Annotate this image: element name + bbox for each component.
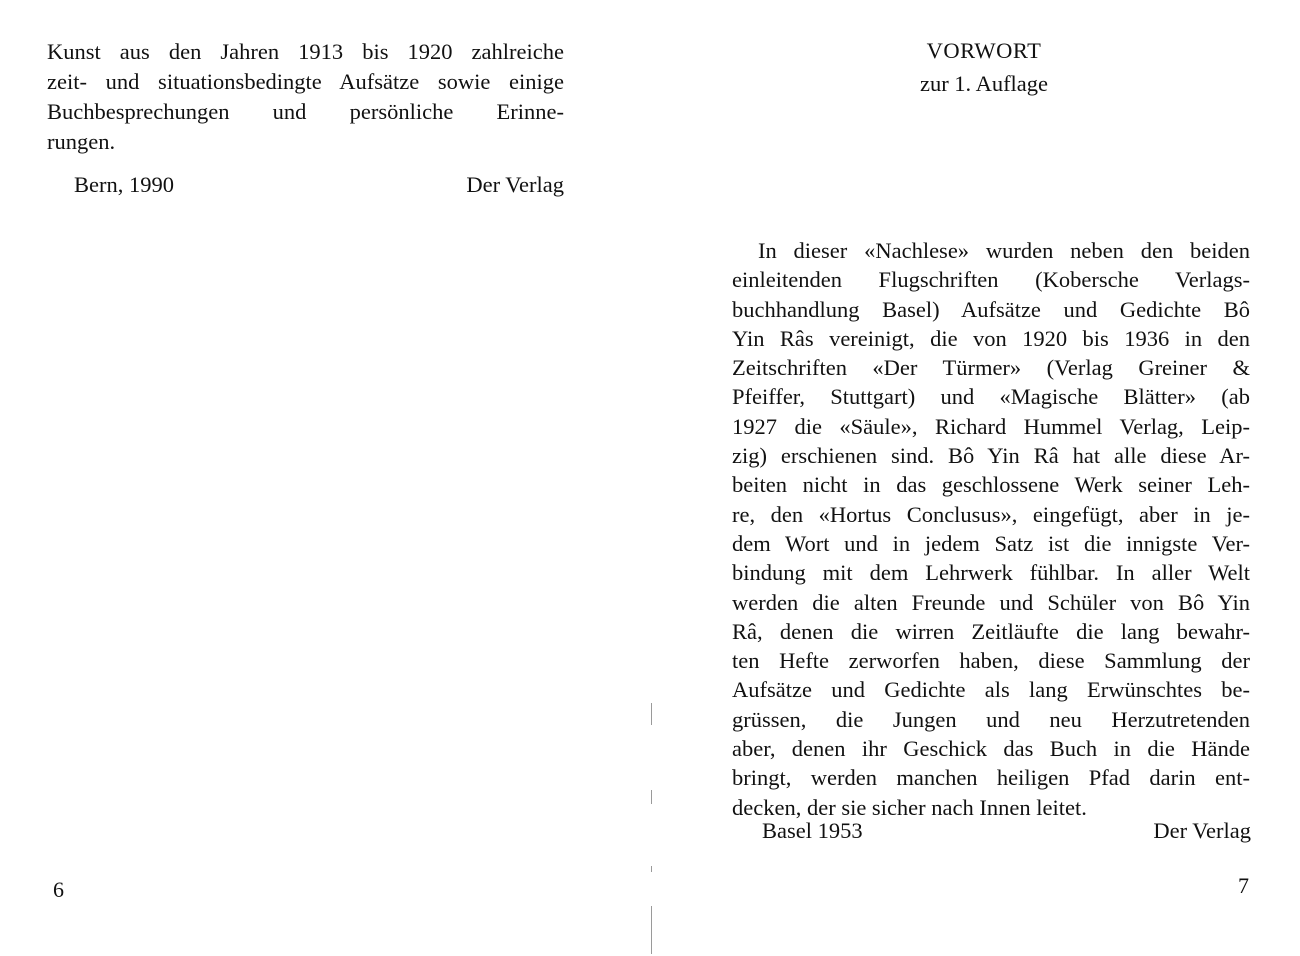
gutter-shadow [651, 703, 652, 725]
preface-line: zig) erschienen sind. Bô Yin Râ hat alle diese Ar- [732, 443, 1250, 469]
left-page-text [47, 37, 564, 157]
right-page-number: 7 [1238, 873, 1249, 898]
preface-line: werden die alten Freunde und Schüler von Bô Yin [732, 589, 1250, 615]
right-signature [762, 816, 1251, 846]
preface-line: Aufsätze und Gedichte als lang Erwünschtes be- [732, 677, 1250, 703]
preface-line: aber, denen ihr Geschick das Buch in die Hände [732, 736, 1250, 762]
right-signature-place-date: Basel 1953 [762, 818, 863, 843]
preface-line: dem Wort und in jedem Satz ist die innigste Ver- [732, 530, 1250, 556]
left-text-line: Buchbesprechungen und persönliche Erinne- [47, 99, 564, 124]
preface-line: bindung mit dem Lehrwerk fühlbar. In aller Welt [732, 560, 1250, 586]
preface-body [732, 236, 1250, 822]
right-signature-author: Der Verlag [1153, 818, 1251, 843]
preface-line: In dieser «Nachlese» wurden neben den beiden [758, 238, 1250, 263]
gutter-shadow [651, 906, 652, 954]
preface-line: Yin Râs vereinigt, die von 1920 bis 1936 in den [732, 325, 1250, 351]
preface-line: decken, der sie sicher nach Innen leitet. [732, 794, 1087, 820]
preface-line: Zeitschriften «Der Türmer» (Verlag Greiner & [732, 355, 1250, 381]
preface-heading: VORWORT [926, 38, 1042, 63]
preface-line: bringt, werden manchen heiligen Pfad darin ent- [732, 765, 1250, 791]
left-page-number: 6 [53, 877, 64, 902]
preface-line: Râ, denen die wirren Zeitläufte die lang bewahr- [732, 618, 1250, 644]
gutter-shadow [651, 866, 652, 872]
left-signature [74, 170, 564, 200]
preface-line: buchhandlung Basel) Aufsätze und Gedichte Bô [732, 296, 1250, 322]
left-signature-place-date: Bern, 1990 [74, 172, 174, 197]
preface-line: 1927 die «Säule», Richard Hummel Verlag, Leip- [732, 413, 1250, 439]
left-text-line: Kunst aus den Jahren 1913 bis 1920 zahlreiche [47, 39, 564, 64]
preface-subheading: zur 1. Auflage [919, 71, 1049, 96]
left-text-line: rungen. [47, 129, 116, 154]
gutter-shadow [651, 790, 652, 804]
preface-line: ten Hefte zerworfen haben, diese Sammlung der [732, 648, 1250, 674]
preface-line: einleitenden Flugschriften (Kobersche Verlags- [732, 267, 1250, 293]
left-text-line: zeit- und situationsbedingte Aufsätze sowie einige [47, 69, 564, 94]
preface-line: beiten nicht in das geschlossene Werk seiner Leh- [732, 472, 1250, 498]
preface-line: grüssen, die Jungen und neu Herzutretenden [732, 706, 1250, 732]
preface-line: re, den «Hortus Conclusus», eingefügt, aber in je- [732, 501, 1250, 527]
preface-line: Pfeiffer, Stuttgart) und «Magische Blätter» (ab [732, 384, 1250, 410]
left-signature-author: Der Verlag [466, 172, 564, 197]
